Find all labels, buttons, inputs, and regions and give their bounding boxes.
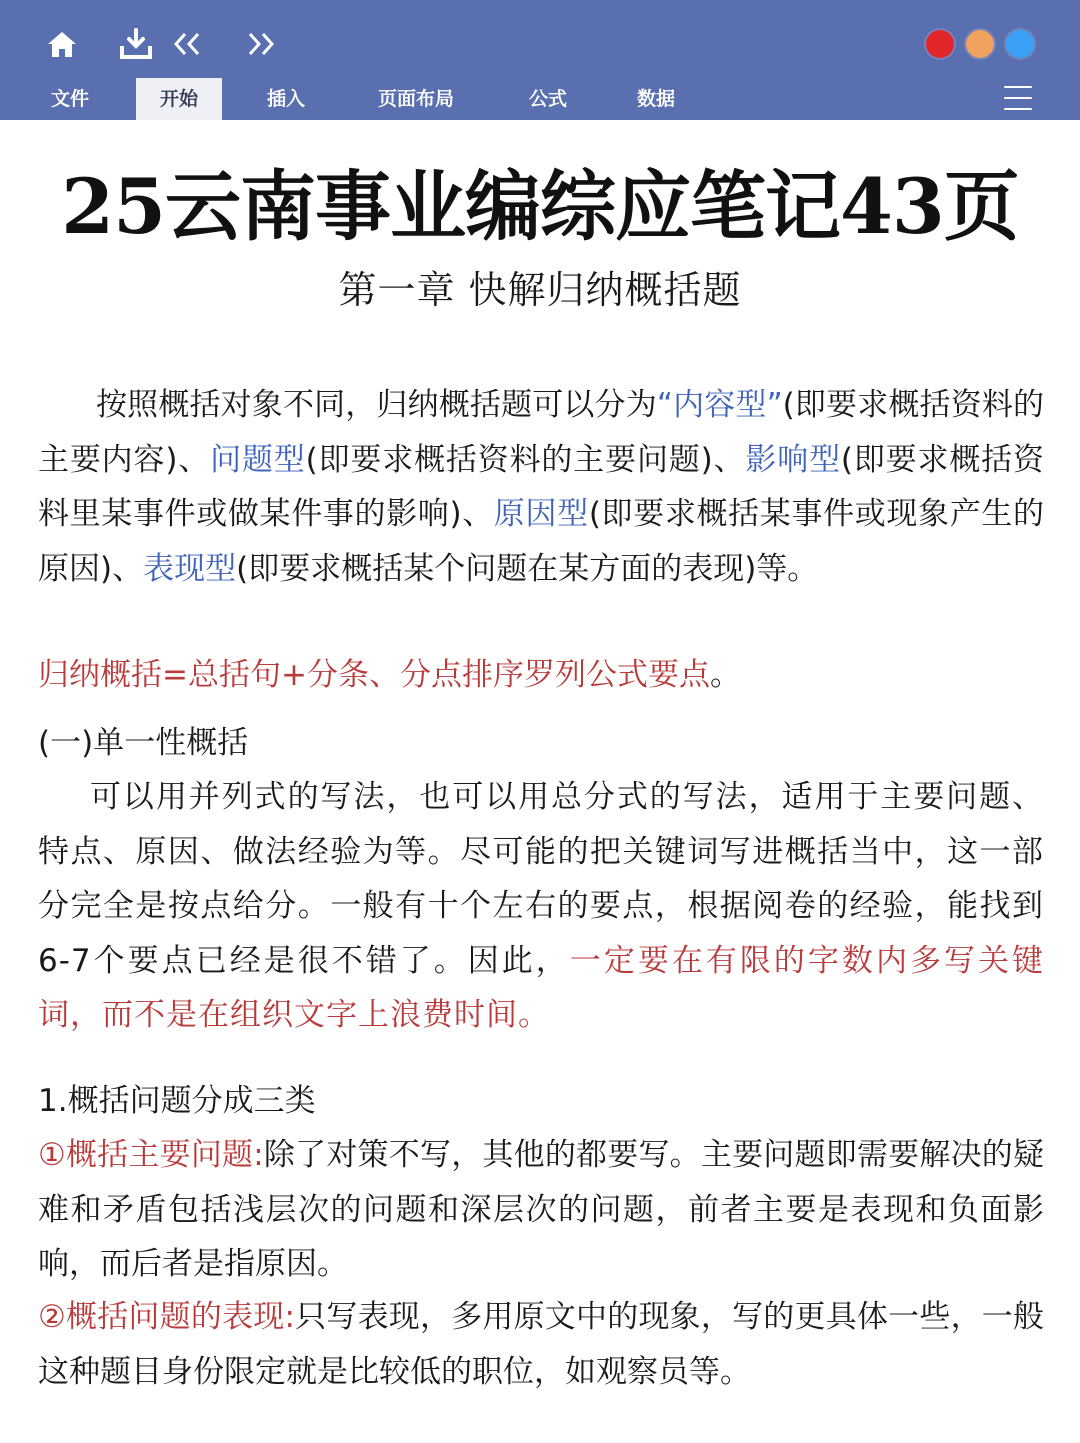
download-icon[interactable] bbox=[116, 26, 156, 62]
orange-dot[interactable] bbox=[966, 30, 994, 58]
intro-text-4: (即要求概括资料里某事件或做某件事的影响)、 bbox=[38, 441, 1045, 532]
formula-period: 。 bbox=[709, 657, 741, 693]
single-summary-text: 可以用并列式的写法，也可以用总分式的写法，适用于主要问题、特点、原因、做法经验为等。尽可能的把关键词写进概括当中，这一部分完全是按点给分。一般有十个左右的要点，根据阅卷的经验，能找到6-7个要点已经是很不错了。因此， bbox=[38, 779, 1044, 979]
single-summary-emphasis: 一定要在有限的字数内多写关键词，而不是在组织文字上浪费时间。 bbox=[38, 942, 1044, 1033]
single-summary-paragraph bbox=[38, 770, 1044, 1043]
tab-formula[interactable]: 公式 bbox=[528, 88, 567, 110]
home-icon[interactable] bbox=[42, 26, 82, 62]
intro-text-5: (即要求概括某事件或现象产生的原因)、 bbox=[38, 496, 1045, 587]
list-item-text: 只写表现，多用原文中的现象，写的更具体一些，一般这种题目身份限定就是比较低的职位，如观察员等。 bbox=[38, 1299, 1044, 1390]
type-impact-highlight: 影响型 bbox=[745, 441, 841, 478]
ribbon-tabs bbox=[0, 78, 1080, 120]
list-item bbox=[38, 1128, 1044, 1292]
intro-text-2: (即要求概括资料的主要内容)、 bbox=[38, 387, 1045, 478]
section-heading-single: (一)单一性概括 bbox=[38, 725, 249, 761]
formula-text: 归纳概括=总括句+分条、分点排序罗列公式要点 bbox=[38, 657, 710, 693]
intro-text-1: 按照概括对象不同，归纳概括题可以分为 bbox=[96, 387, 657, 423]
list-item-label: ②概括问题的表现: bbox=[38, 1299, 295, 1335]
type-content-highlight: “内容型” bbox=[656, 387, 783, 423]
list-item bbox=[38, 1290, 1044, 1399]
window-controls bbox=[926, 30, 1034, 58]
type-cause-highlight: 原因型 bbox=[493, 496, 589, 532]
hamburger-menu-icon[interactable] bbox=[1004, 86, 1032, 112]
tab-data[interactable]: 数据 bbox=[636, 88, 675, 110]
list-item-label: ①概括主要问题: bbox=[38, 1137, 264, 1173]
type-manifestation-highlight: 表现型 bbox=[143, 550, 237, 587]
intro-text-3: (即要求概括资料的主要问题)、 bbox=[305, 441, 746, 478]
formula-line bbox=[38, 648, 1044, 703]
blue-dot[interactable] bbox=[1006, 30, 1034, 58]
double-chevron-right-icon[interactable] bbox=[240, 26, 280, 62]
type-problem-highlight: 问题型 bbox=[210, 441, 306, 478]
chapter-subtitle: 第一章 快解归纳概括题 bbox=[338, 268, 742, 312]
tab-file[interactable]: 文件 bbox=[50, 88, 89, 110]
red-dot[interactable] bbox=[926, 30, 954, 58]
tab-home[interactable]: 开始 bbox=[136, 78, 222, 120]
tab-insert[interactable]: 插入 bbox=[266, 88, 305, 110]
intro-text-6: (即要求概括某个问题在某方面的表现)等。 bbox=[236, 550, 819, 587]
tab-page-layout[interactable]: 页面布局 bbox=[377, 88, 454, 110]
app-toolbar bbox=[0, 0, 1080, 120]
list-item-text: 除了对策不写，其他的都要写。主要问题即需要解决的疑难和矛盾包括浅层次的问题和深层次的问题，前者主要是表现和负面影响，而后者是指原因。 bbox=[38, 1137, 1044, 1282]
intro-paragraph bbox=[38, 378, 1044, 596]
page-title: 25云南事业编综应笔记43页 bbox=[61, 162, 1019, 251]
double-chevron-left-icon[interactable] bbox=[168, 26, 208, 62]
list-heading: 1.概括问题分成三类 bbox=[38, 1083, 316, 1119]
